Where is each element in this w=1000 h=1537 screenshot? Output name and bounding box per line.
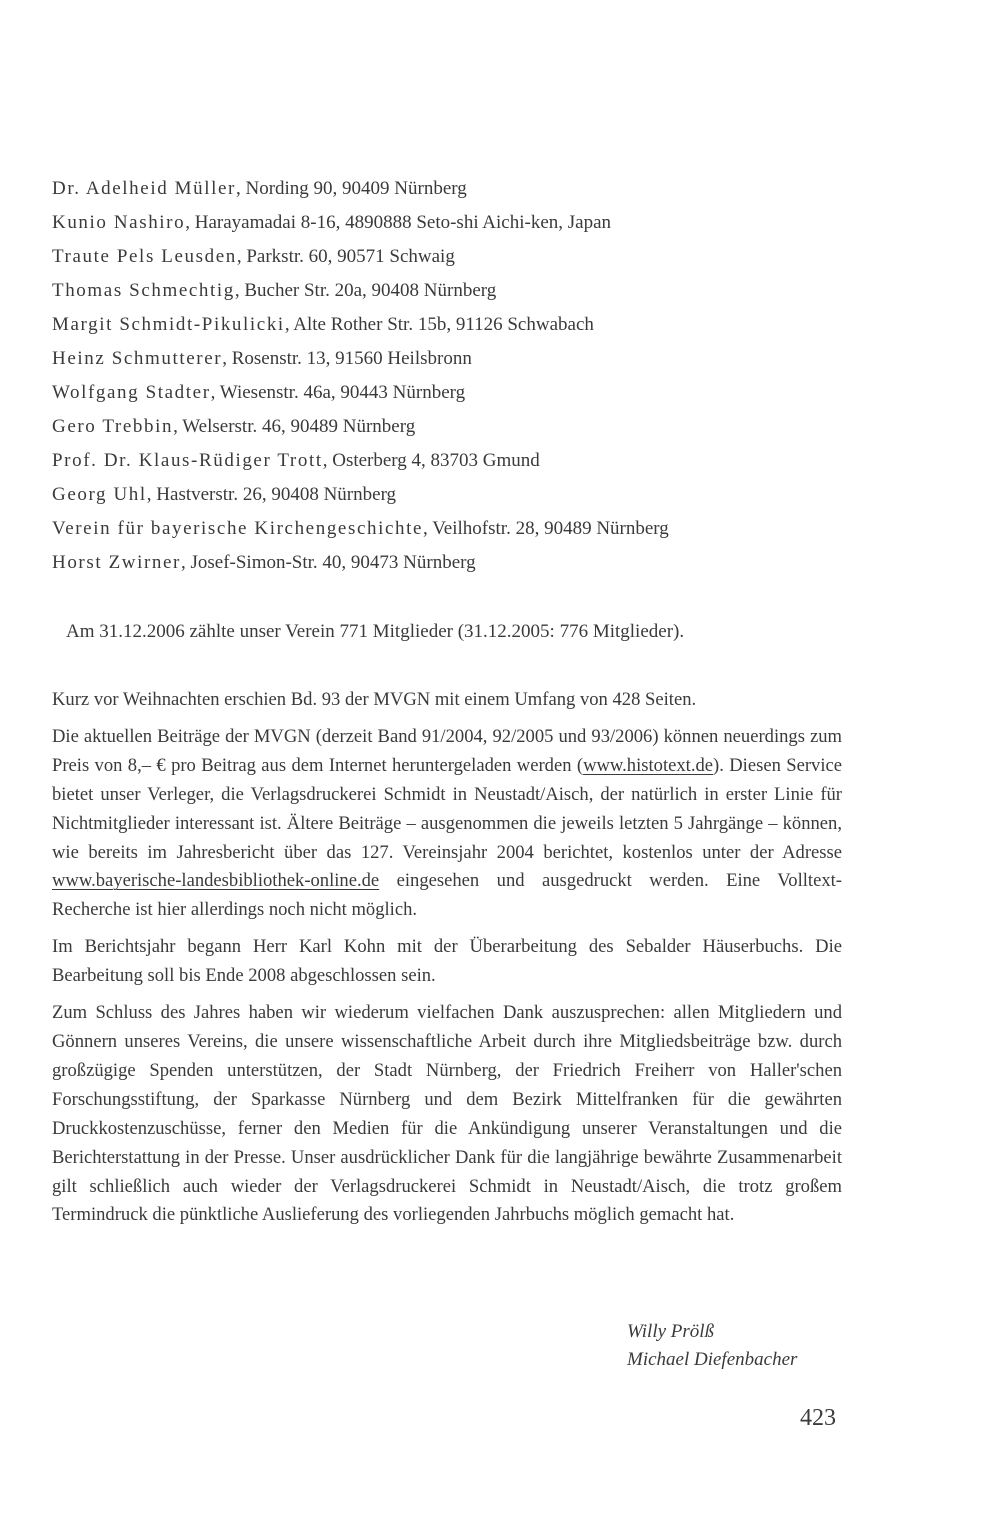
- member-count-statement: Am 31.12.2006 zählte unser Verein 771 Mitglieder (31.12.2005: 776 Mitglieder).: [66, 621, 685, 642]
- new-members-list: [52, 172, 872, 580]
- list-item: Margit Schmidt-Pikulicki, Alte Rother Str. 15b, 91126 Schwabach: [52, 314, 594, 335]
- member-name: Traute Pels Leusden: [52, 246, 237, 267]
- list-item: Georg Uhl, Hastverstr. 26, 90408 Nürnberg: [52, 484, 397, 505]
- member-name: Wolfgang Stadter: [52, 382, 211, 403]
- member-name: Verein für bayerische Kirchengeschichte: [52, 518, 424, 539]
- member-address: Osterberg 4, 83703 Gmund: [332, 450, 540, 471]
- member-name: Georg Uhl: [52, 484, 147, 505]
- list-item: Heinz Schmutterer, Rosenstr. 13, 91560 Heilsbronn: [52, 348, 472, 369]
- member-name: Thomas Schmechtig: [52, 280, 235, 301]
- paragraph-text: eingesehen und ausgedruckt werden. Eine Volltext-Recherche ist hier allerdings noch nicht möglich.: [52, 870, 842, 921]
- histotext-link[interactable]: www.histotext.de: [583, 754, 714, 776]
- member-name: Horst Zwirner: [52, 552, 181, 573]
- member-address: Wiesenstr. 46a, 90443 Nürnberg: [219, 382, 466, 403]
- signature-name: Michael Diefenbacher: [627, 1349, 798, 1370]
- signature-name: Willy Prölß: [627, 1321, 715, 1342]
- member-name: Prof. Dr. Klaus-Rüdiger Trott: [52, 450, 323, 471]
- member-address: Hastverstr. 26, 90408 Nürnberg: [156, 484, 397, 505]
- paragraph-text: Die aktuellen Beiträge der MVGN (derzeit Band 91/2004, 92/2005 und 93/2006) können neuerdings zum Preis von 8,– € pro Beitrag aus dem Internet heruntergeladen werden (: [52, 725, 842, 776]
- list-item: Dr. Adelheid Müller, Nording 90, 90409 Nürnberg: [52, 178, 467, 199]
- paragraph-online-articles: [52, 723, 842, 925]
- list-item: Traute Pels Leusden, Parkstr. 60, 90571 Schwaig: [52, 246, 455, 267]
- list-item: Prof. Dr. Klaus-Rüdiger Trott, Osterberg 4, 83703 Gmund: [52, 450, 540, 471]
- list-item: Verein für bayerische Kirchengeschichte, Veilhofstr. 28, 90489 Nürnberg: [52, 518, 669, 539]
- paragraph-publication: Kurz vor Weihnachten erschien Bd. 93 der MVGN mit einem Umfang von 428 Seiten.: [52, 689, 697, 710]
- page-number: 423: [800, 1405, 836, 1431]
- member-name: Dr. Adelheid Müller: [52, 178, 236, 199]
- member-address: Rosenstr. 13, 91560 Heilsbronn: [231, 348, 472, 369]
- paragraph-text: ). Diesen Service bietet unser Verleger, die Verlagsdruckerei Schmidt in Neustadt/Aisch, der natürlich in erster Linie für Nichtmitglieder interessant ist. Ältere Beiträge – ausgenommen die jeweils letzten 5 Jahrgänge – können, wie bereits im Jahresbericht über das 127. Vereinsjahr 2004 berichtet, kostenlos unter der Adresse: [52, 754, 842, 863]
- paragraph-thanks: Zum Schluss des Jahres haben wir wiederum vielfachen Dank auszusprechen: allen Mitgliedern und Gönnern unseres Vereins, die unsere wissenschaftliche Arbeit durch ihre Mitgliedsbeiträge bzw. durch großzügige Spenden unterstützen, der Stadt Nürnberg, der Friedrich Freiherr von Haller'schen Forschungsstiftung, der Sparkasse Nürnberg und dem Bezirk Mittelfranken für die gewährten Druckkostenzuschüsse, ferner den Medien für die Ankündigung unserer Veranstaltungen und die Berichterstattung in der Presse. Unser ausdrücklicher Dank für die langjährige bewährte Zusammenarbeit gilt schließlich auch wieder der Verlagsdruckerei Schmidt in Neustadt/Aisch, die trotz großem Termindruck die pünktliche Auslieferung des vorliegenden Jahrbuchs möglich gemacht hat.: [52, 1002, 842, 1226]
- list-item: Wolfgang Stadter, Wiesenstr. 46a, 90443 Nürnberg: [52, 382, 466, 403]
- member-address: Bucher Str. 20a, 90408 Nürnberg: [244, 280, 497, 301]
- list-item: Thomas Schmechtig, Bucher Str. 20a, 90408 Nürnberg: [52, 280, 497, 301]
- member-name: Heinz Schmutterer: [52, 348, 223, 369]
- member-name: Gero Trebbin: [52, 416, 174, 437]
- list-item: Gero Trebbin, Welserstr. 46, 90489 Nürnberg: [52, 416, 416, 437]
- member-address: Nording 90, 90409 Nürnberg: [245, 178, 467, 199]
- member-name: Margit Schmidt-Pikulicki: [52, 314, 285, 335]
- member-name: Kunio Nashiro: [52, 212, 186, 233]
- member-address: Welserstr. 46, 90489 Nürnberg: [182, 416, 416, 437]
- signatures: [627, 1318, 797, 1374]
- annual-report-text: [52, 686, 842, 1238]
- paragraph-haeuserbuch: Im Berichtsjahr begann Herr Karl Kohn mit der Überarbeitung des Sebalder Häuserbuchs. Die Bearbeitung soll bis Ende 2008 abgeschlossen sein.: [52, 936, 842, 987]
- list-item: Horst Zwirner, Josef-Simon-Str. 40, 90473 Nürnberg: [52, 552, 476, 573]
- member-address: Alte Rother Str. 15b, 91126 Schwabach: [293, 314, 594, 335]
- member-address: Parkstr. 60, 90571 Schwaig: [246, 246, 455, 267]
- member-address: Josef-Simon-Str. 40, 90473 Nürnberg: [190, 552, 476, 573]
- list-item: Kunio Nashiro, Harayamadai 8-16, 4890888 Seto-shi Aichi-ken, Japan: [52, 212, 612, 233]
- member-address: Veilhofstr. 28, 90489 Nürnberg: [432, 518, 669, 539]
- landesbibliothek-link[interactable]: www.bayerische-landesbibliothek-online.de: [52, 870, 380, 892]
- member-address: Harayamadai 8-16, 4890888 Seto-shi Aichi-ken, Japan: [194, 212, 612, 233]
